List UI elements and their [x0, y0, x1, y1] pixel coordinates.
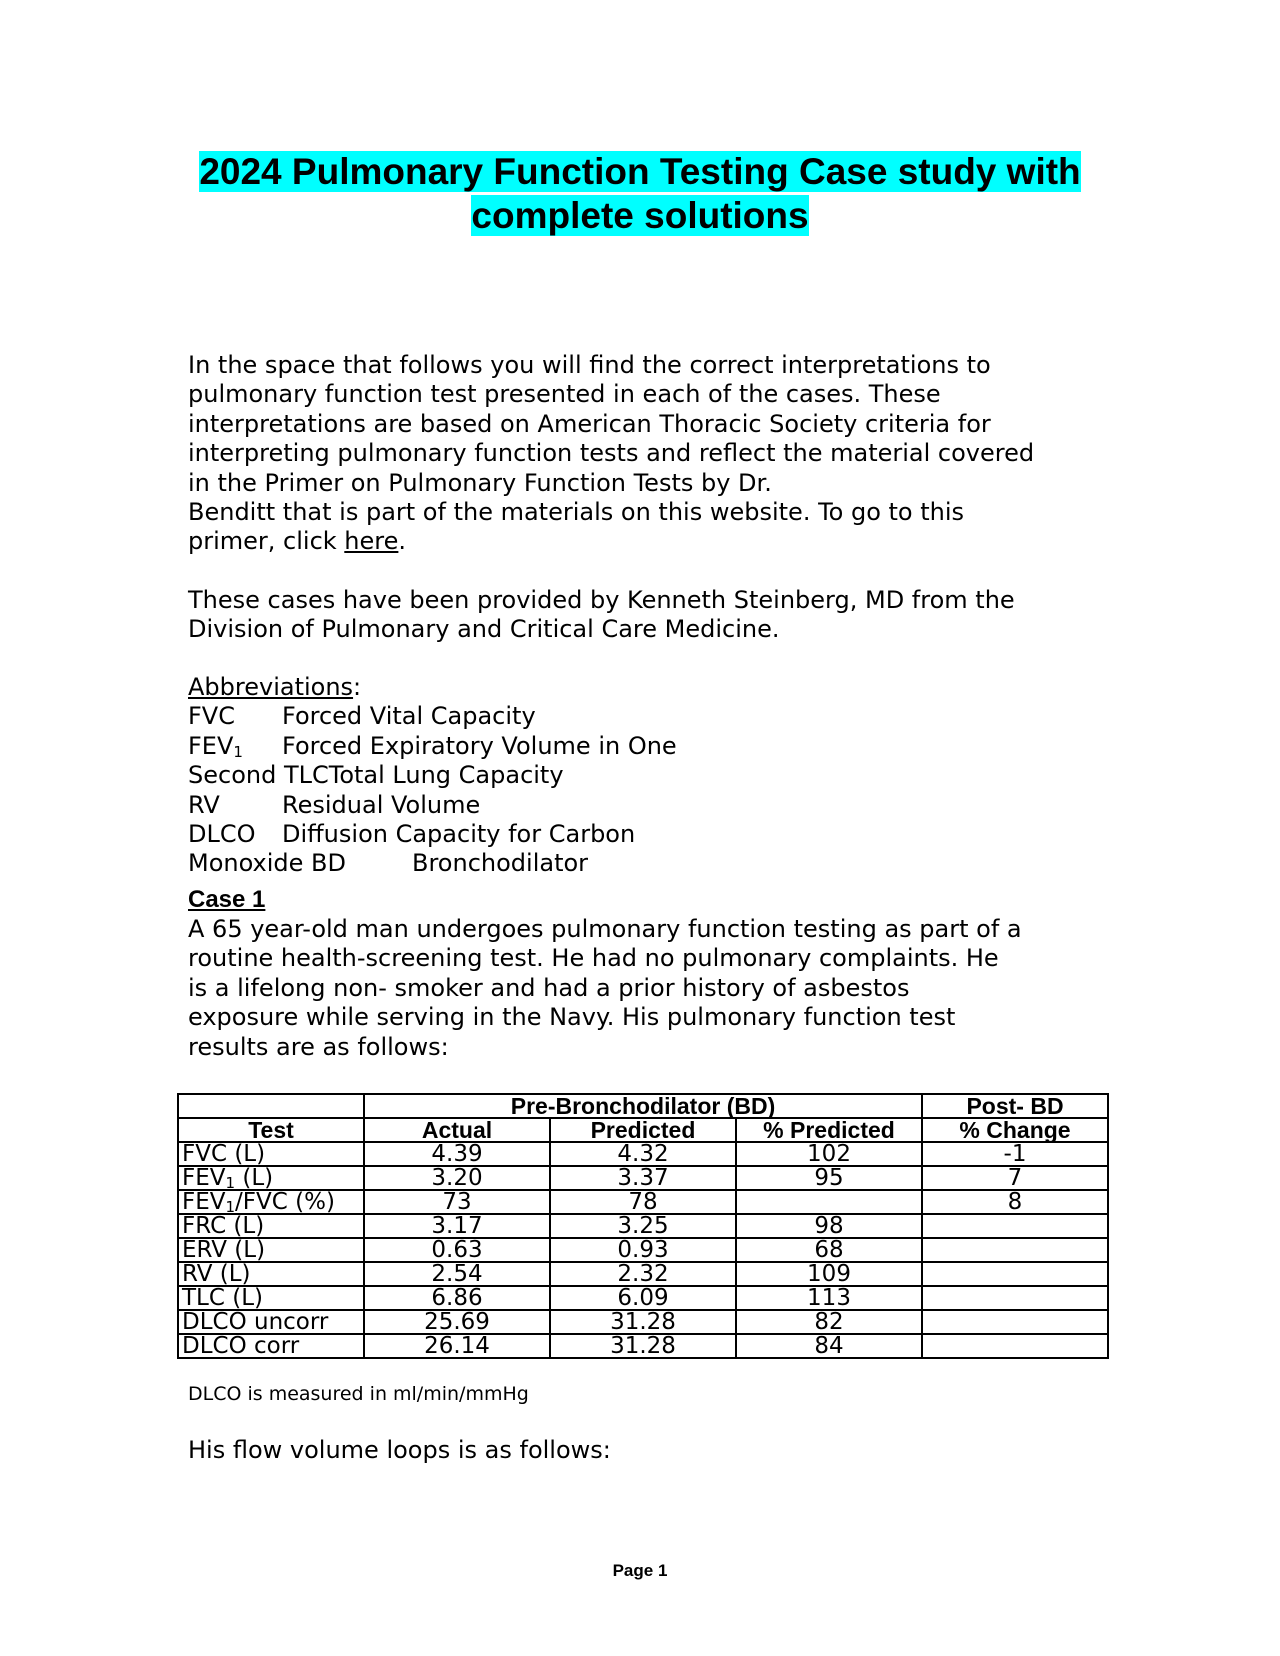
- intro-prefix: primer, click: [188, 527, 345, 556]
- abbreviations-heading-text: Abbreviations: [188, 673, 354, 701]
- empty-header-cell: [178, 1094, 364, 1118]
- primer-link[interactable]: here: [344, 527, 399, 556]
- intro-line: In the space that follows you will find the correct interpretations to: [188, 351, 991, 379]
- cell-predicted: 31.28: [550, 1334, 736, 1358]
- cell-pct-predicted: 82: [736, 1310, 922, 1334]
- post-bd-group-header: Post- BD: [922, 1094, 1108, 1118]
- cell-actual: 6.86: [364, 1286, 550, 1310]
- cell-predicted: 3.25: [550, 1214, 736, 1238]
- test-name: FEV: [182, 1165, 226, 1191]
- cell-predicted: 31.28: [550, 1310, 736, 1334]
- intro-line: in the Primer on Pulmonary Function Tests by Dr.: [188, 468, 772, 497]
- table-row: [178, 1286, 1108, 1310]
- cell-actual: 25.69: [364, 1310, 550, 1334]
- cell-predicted: 6.09: [550, 1286, 736, 1310]
- table-row: [178, 1310, 1108, 1334]
- table-row: [178, 1142, 1108, 1166]
- abbr-key: FVC: [188, 702, 235, 731]
- intro-line: Benditt that is part of the materials on this website. To go to this: [188, 498, 965, 527]
- test-name: RV (L): [182, 1261, 251, 1287]
- abbr-value: Residual Volume: [282, 790, 481, 819]
- cell-test: [178, 1262, 364, 1286]
- test-name: FEV: [182, 1189, 226, 1215]
- intro-line: pulmonary function test presented in each of the cases. These: [188, 380, 941, 409]
- abbreviations-section: [188, 673, 1088, 879]
- abbreviations-heading: [188, 673, 1088, 702]
- abbr-key-sub: 1: [233, 742, 243, 761]
- header-test: Test: [178, 1118, 364, 1142]
- cell-actual: 0.63: [364, 1238, 550, 1262]
- test-name-sub: 1: [225, 1198, 236, 1216]
- cell-predicted: 3.37: [550, 1166, 736, 1190]
- case-line: A 65 year-old man undergoes pulmonary function testing as part of a: [188, 915, 1022, 943]
- intro-line: interpretations are based on American Thoracic Society criteria for: [188, 409, 991, 438]
- abbr-value: Bronchodilator: [412, 849, 589, 878]
- table-header-row: [178, 1118, 1108, 1142]
- case-1-title: Case 1: [188, 886, 266, 913]
- cell-test: [178, 1286, 364, 1310]
- cell-test: [178, 1190, 364, 1214]
- case-1-section: [188, 887, 1088, 1062]
- abbr-key-text: FEV: [188, 731, 234, 760]
- abbreviations-colon: :: [353, 673, 362, 701]
- abbr-row-fev1: [188, 732, 1088, 761]
- test-name-sub: 1: [225, 1174, 236, 1192]
- header-pct-predicted: % Predicted: [736, 1118, 922, 1142]
- intro-line-last: [188, 527, 1088, 556]
- table-row: [178, 1238, 1108, 1262]
- abbr-row-fvc: [188, 702, 1088, 731]
- test-name: FVC (L): [182, 1141, 266, 1167]
- document-title: [0, 150, 1280, 238]
- intro-paragraph: [188, 351, 1088, 557]
- dlco-footnote: DLCO is measured in ml/min/mmHg: [188, 1383, 529, 1405]
- test-name-suffix: (L): [235, 1165, 274, 1191]
- cell-predicted: 4.32: [550, 1142, 736, 1166]
- case-line: routine health-screening test. He had no pulmonary complaints. He: [188, 944, 999, 973]
- cell-pct-change: [922, 1334, 1108, 1358]
- cell-pct-predicted: 113: [736, 1286, 922, 1310]
- cell-predicted: 78: [550, 1190, 736, 1214]
- cell-test: [178, 1142, 364, 1166]
- test-name-suffix: /FVC (%): [235, 1189, 335, 1215]
- cell-actual: 3.17: [364, 1214, 550, 1238]
- cell-pct-predicted: 98: [736, 1214, 922, 1238]
- table-row: [178, 1166, 1108, 1190]
- cell-test: [178, 1334, 364, 1358]
- cell-pct-change: [922, 1286, 1108, 1310]
- abbr-key: DLCO: [188, 820, 256, 849]
- cell-pct-change: 7: [922, 1166, 1108, 1190]
- cell-pct-predicted: 84: [736, 1334, 922, 1358]
- cell-test: [178, 1166, 364, 1190]
- case-line: exposure while serving in the Navy. His pulmonary function test: [188, 1003, 956, 1032]
- cell-pct-predicted: 95: [736, 1166, 922, 1190]
- abbr-row-tlc: Second TLCTotal Lung Capacity: [188, 761, 564, 790]
- cell-pct-predicted: 68: [736, 1238, 922, 1262]
- credits-line-1: These cases have been provided by Kenneth Steinberg, MD from the: [188, 586, 1015, 614]
- abbr-row-bd: [188, 849, 1088, 878]
- pre-bd-group-header: Pre-Bronchodilator (BD): [364, 1094, 922, 1118]
- credits-paragraph: [188, 586, 1088, 645]
- table-group-header-row: [178, 1094, 1108, 1118]
- table-row: [178, 1190, 1108, 1214]
- cell-predicted: 2.32: [550, 1262, 736, 1286]
- abbr-value: Forced Vital Capacity: [282, 702, 536, 731]
- cell-actual: 4.39: [364, 1142, 550, 1166]
- cell-pct-change: [922, 1238, 1108, 1262]
- credits-line-2: Division of Pulmonary and Critical Care Medicine.: [188, 615, 780, 644]
- cell-test: [178, 1310, 364, 1334]
- page-number: Page 1: [612, 1561, 668, 1580]
- cell-pct-change: [922, 1310, 1108, 1334]
- abbr-key: [188, 732, 282, 761]
- case-line: results are as follows:: [188, 1032, 449, 1061]
- flow-volume-text: His flow volume loops is as follows:: [188, 1436, 611, 1464]
- abbr-key: RV: [188, 790, 220, 819]
- table-row: [178, 1334, 1108, 1358]
- test-name: FRC (L): [182, 1213, 265, 1239]
- cell-pct-change: [922, 1262, 1108, 1286]
- test-name: DLCO corr: [182, 1333, 300, 1359]
- title-line-2: complete solutions: [471, 195, 809, 236]
- abbr-key: Monoxide BD: [188, 849, 346, 878]
- cell-actual: 73: [364, 1190, 550, 1214]
- pft-results-table: [177, 1093, 1109, 1359]
- cell-actual: 26.14: [364, 1334, 550, 1358]
- cell-actual: 3.20: [364, 1166, 550, 1190]
- cell-pct-predicted: 102: [736, 1142, 922, 1166]
- intro-suffix: .: [398, 527, 407, 556]
- intro-line: interpreting pulmonary function tests and reflect the material covered: [188, 439, 1035, 468]
- abbr-value: Diffusion Capacity for Carbon: [282, 820, 636, 849]
- case-line: is a lifelong non- smoker and had a prior history of asbestos: [188, 973, 910, 1002]
- cell-test: [178, 1238, 364, 1262]
- abbr-row-rv: [188, 791, 1088, 820]
- cell-pct-change: [922, 1214, 1108, 1238]
- abbr-value: Forced Expiratory Volume in One: [282, 731, 677, 760]
- test-name: DLCO uncorr: [182, 1309, 329, 1335]
- table-row: [178, 1262, 1108, 1286]
- test-name: TLC (L): [182, 1285, 263, 1311]
- header-predicted: Predicted: [550, 1118, 736, 1142]
- cell-pct-predicted: 109: [736, 1262, 922, 1286]
- table-row: [178, 1214, 1108, 1238]
- cell-actual: 2.54: [364, 1262, 550, 1286]
- cell-pct-change: -1: [922, 1142, 1108, 1166]
- test-name: ERV (L): [182, 1237, 266, 1263]
- cell-pct-change: 8: [922, 1190, 1108, 1214]
- cell-test: [178, 1214, 364, 1238]
- abbr-row-dlco: [188, 820, 1088, 849]
- cell-pct-predicted: [736, 1190, 922, 1214]
- cell-predicted: 0.93: [550, 1238, 736, 1262]
- header-actual: Actual: [364, 1118, 550, 1142]
- header-pct-change: % Change: [922, 1118, 1108, 1142]
- title-line-1: 2024 Pulmonary Function Testing Case study with: [199, 151, 1081, 192]
